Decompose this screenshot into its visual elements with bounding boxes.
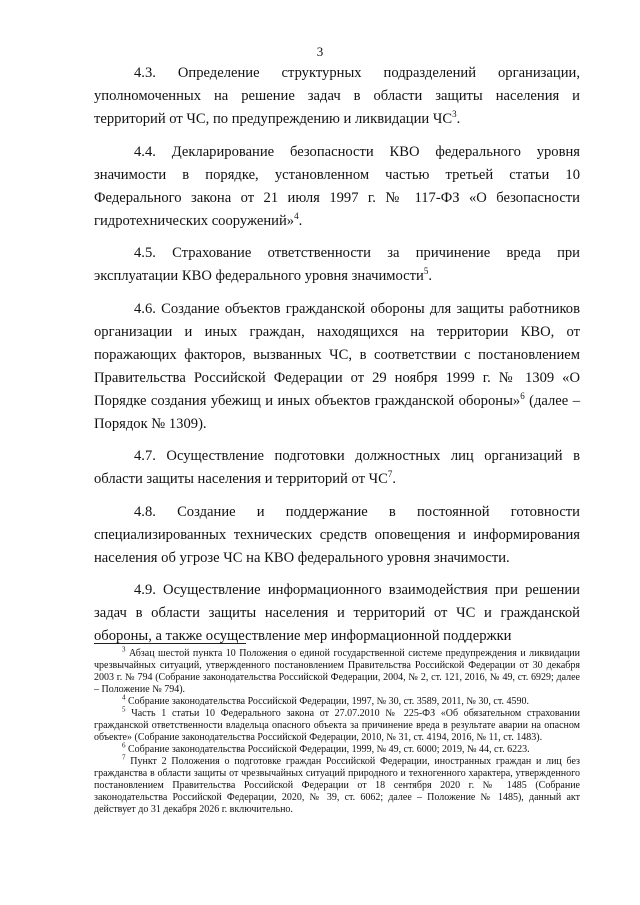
footnote-ref: 7 — [387, 469, 393, 480]
footnote-3: $^3$ Абзац шестой пункта 10 Положения о единой государственной системе предупреждения и ликвидации чрезвычайных ситуаций, утвержденного постановлением Правительства Российской Федерации от 30 декабря 2003 г. № 794 (Собрание законодательства Российской Федерации, 2004, № 2, ст. 121, 2016, № 49, ст. 6929; далее – Положение № 794). — [94, 645, 581, 695]
footnote-ref: 3 — [452, 109, 457, 120]
footnote-7: $^7$ Пункт 2 Положения о подготовке граждан Российской Федерации, иностранных граждан и лиц без гражданства в области защиты от чрезвычайных ситуаций природного и техногенного характера, утвержденного постановлением Правительства Российской Федерации от 18 сентября 2020 г. № 1485 (Собрание законодательства Российской Федерации, 2020, № 39, ст. 6062; далее – Положение № 1485), данный акт действует до 31 декабря 2026 г. включительно. — [94, 753, 580, 815]
paragraph-4-5: 4.5. Страхование ответственности за причинение вреда при эксплуатации КВО федерального уровня значимости$^5$. — [94, 245, 580, 284]
footnote-ref: 4 — [294, 210, 299, 221]
page-number: 3 — [316, 44, 324, 59]
footnote-6: $^6$ Собрание законодательства Российской Федерации, 1999, № 49, ст. 6000; 2019, № 44, ст. 6223. — [122, 741, 530, 755]
paragraph-4-7: 4.7. Осуществление подготовки должностных лиц организаций в области защиты населения и территорий от $ЧС^7$. — [94, 448, 580, 487]
footnote-5: $^5$ Часть 1 статьи 10 Федерального закона от 27.07.2010 № 225-ФЗ «Об обязательном страховании гражданской ответственности владельца опасного объекта за причинение вреда в результате аварии на опасном объекте» (Собрание законодательства Российской Федерации, 2010, № 31, ст. 4194, 2016, № 11, ст. 1483). — [94, 705, 581, 743]
paragraph-4-8: 4.8. Создание и поддержание в постоянной готовности специализированных технических средств оповещения и информирования населения об угрозе ЧС на КВО федерального уровня значимости. — [94, 503, 580, 566]
footnote-ref: 5 — [423, 266, 429, 277]
document-body — [94, 62, 580, 658]
paragraph-4-3: 4.3. Определение структурных подразделений организации, уполномоченных на решение задач в области защиты населения и территорий от ЧС, по предупреждению и ликвидации $ЧС^3$. — [94, 65, 580, 127]
footnotes — [94, 645, 581, 816]
footnote-4: $^4$ Собрание законодательства Российской Федерации, 1997, № 30, ст. 3589, 2011, № 30, ст. 4590. — [122, 693, 529, 707]
paragraph-4-6: 4.6. Создание объектов гражданской обороны для защиты работников организации и иных граждан, находящихся на территории КВО, от поражающих факторов, вызванных ЧС, в соответствии с постановлением Правительства Российской Федерации от 29 ноября 1999 г. № 1309 «О Порядке создания убежищ и иных объектов гражданской обороны»$^6$ (далее – Порядок № 1309). — [94, 300, 580, 432]
paragraph-4-4: 4.4. Декларирование безопасности КВО федерального уровня значимости в порядке, установленном частью третьей статьи 10 Федерального закона от 21 июля 1997 г. № 117-ФЗ «О безопасности гидротехнических сооружений»$^4$. — [94, 143, 580, 229]
footnote-separator — [94, 643, 246, 644]
footnote-ref: 6 — [520, 390, 525, 401]
paragraph-4-9: 4.9. Осуществление информационного взаимодействия при решении задач в области защиты населения и территорий от ЧС и гражданской обороны, а также осуществление мер информационной поддержки — [94, 582, 580, 644]
